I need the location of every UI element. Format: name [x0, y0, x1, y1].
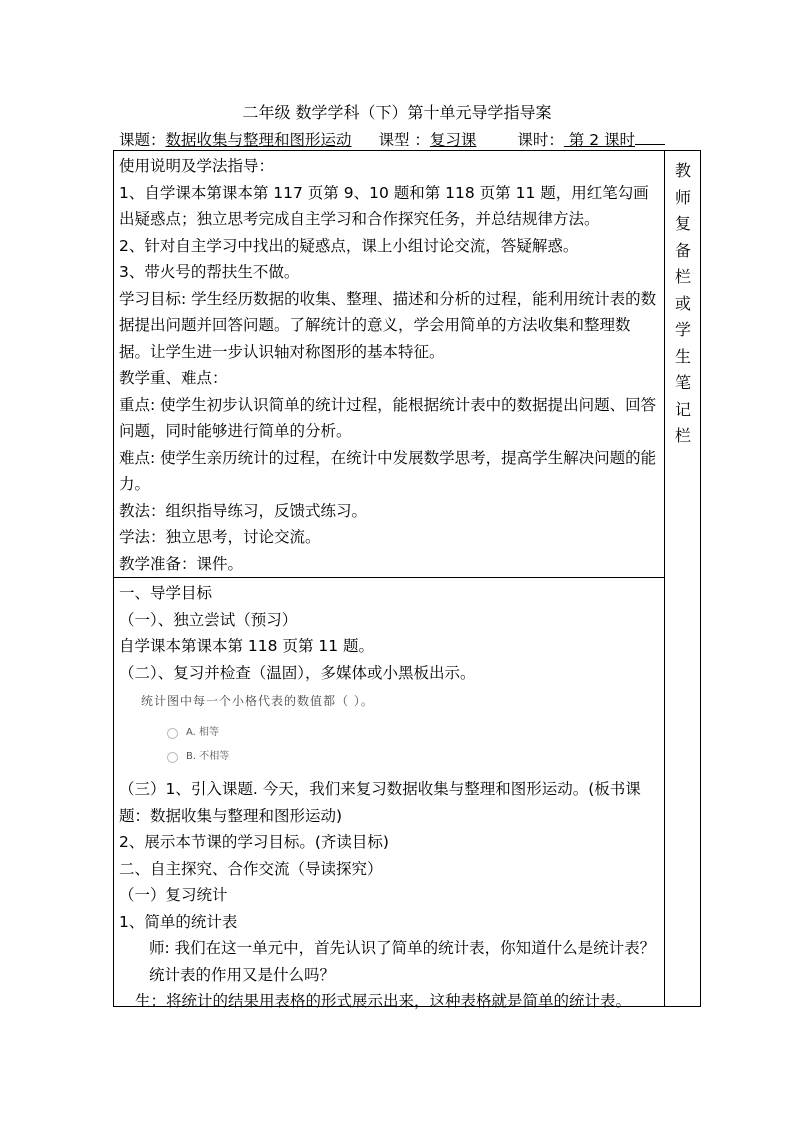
side-note-char: 栏	[674, 267, 691, 286]
period-label: 课时：	[517, 131, 564, 149]
lesson-header	[119, 128, 665, 150]
teacher-line: 师: 我们在这一单元中，首先认识了简单的统计表，你知道什么是统计表？统计表的作用又是什么吗？	[149, 939, 656, 984]
body-line: 自学课本第课本第 118 页第 11 题。	[119, 637, 375, 655]
side-note-column	[665, 158, 701, 450]
side-note-char: 备	[674, 240, 691, 260]
learning-goals: 学习目标: 学生经历数据的收集、整理、描述和分析的过程，能利用统计表的数据提出问题并回答问题。了解统计的意义，学会用简单的方法收集和整理数据。让学生进一步认识轴对称图形的基本特征。	[119, 289, 657, 361]
side-note-char: 生	[674, 346, 691, 366]
side-note-char: 笔	[674, 373, 691, 392]
type-label: 课型 ：	[378, 131, 430, 149]
quiz-question: 统计图中每一个小格代表的数值都（ ）。	[141, 694, 374, 708]
body-line: 2、展示本节课的学习目标。(齐读目标)	[119, 833, 389, 851]
difficult-point: 难点: 使学生亲历统计的过程，在统计中发展数学思考，提高学生解决问题的能力。	[119, 448, 657, 493]
subsection-heading: （一）复习统计	[119, 886, 228, 904]
learning-method: 学法：独立思考，讨论交流。	[119, 528, 321, 546]
period-value: 第 2 课时	[563, 131, 636, 149]
side-note-char: 教	[674, 161, 691, 180]
subsection-heading: （二）、复习并检查（温固），多媒体或小黑板出示。	[119, 663, 476, 682]
side-note-char: 学	[674, 320, 691, 339]
side-note-char: 师	[674, 187, 691, 207]
quiz-image	[119, 688, 659, 770]
instruction-item: 1、自学课本第课本第 117 页第 9、10 题和第 118 页第 11 题，用红笔勾画出疑惑点；独立思考完成自主学习和合作探究任务，并总结规律方法。	[119, 183, 649, 228]
instructions-section	[119, 153, 659, 577]
side-note-char: 或	[674, 293, 691, 313]
radio-icon[interactable]	[167, 752, 178, 763]
teaching-prep: 教学准备：课件。	[119, 554, 244, 573]
side-note-char: 复	[674, 214, 691, 233]
instruction-item: 2、针对自主学习中找出的疑惑点，课上小组讨论交流，答疑解惑。	[119, 236, 579, 255]
key-point: 重点: 使学生初步认识简单的统计过程，能根据统计表中的数据提出问题、回答问题，同时能够进行简单的分析。	[119, 395, 657, 440]
body-line: （三）1、引入课题. 今天，我们来复习数据收集与整理和图形运动。(板书课题：数据收集与整理和图形运动)	[119, 780, 641, 825]
teaching-method: 教法：组织指导练习，反馈式练习。	[119, 501, 368, 520]
topic-label: 课题：	[119, 131, 166, 149]
subsection-heading: （一）、独立尝试（预习）	[119, 610, 298, 629]
side-note-char: 栏	[674, 426, 691, 445]
lesson-body-section	[119, 580, 659, 1015]
key-points-heading: 教学重、难点：	[119, 369, 228, 387]
section-heading: 二、自主探究、合作交流（导读探究）	[119, 859, 383, 878]
topic-value: 数据收集与整理和图形运动	[165, 131, 352, 149]
instruction-item: 3、带⽕号的帮扶生不做。	[119, 263, 300, 281]
row-divider	[113, 577, 664, 578]
student-line: 生：将统计的结果用表格的形式展示出来，这种表格就是简单的统计表。	[135, 992, 632, 1010]
side-note-char: 记	[674, 399, 691, 419]
document-title: 二年级 数学学科（下）第十单元导学指导案	[242, 103, 552, 122]
type-value: 复习课	[429, 131, 477, 149]
radio-icon[interactable]	[167, 728, 178, 739]
quiz-option-b[interactable]	[167, 744, 229, 771]
period-underline	[635, 130, 665, 145]
quiz-option-a[interactable]	[167, 720, 219, 747]
body-line: 1、简单的统计表	[119, 912, 238, 931]
quiz-option-label: B. 不相等	[186, 751, 230, 762]
section-heading: 一、导学目标	[119, 584, 213, 602]
quiz-option-label: A. 相等	[186, 727, 220, 738]
instructions-heading: 使用说明及学法指导：	[119, 157, 275, 175]
